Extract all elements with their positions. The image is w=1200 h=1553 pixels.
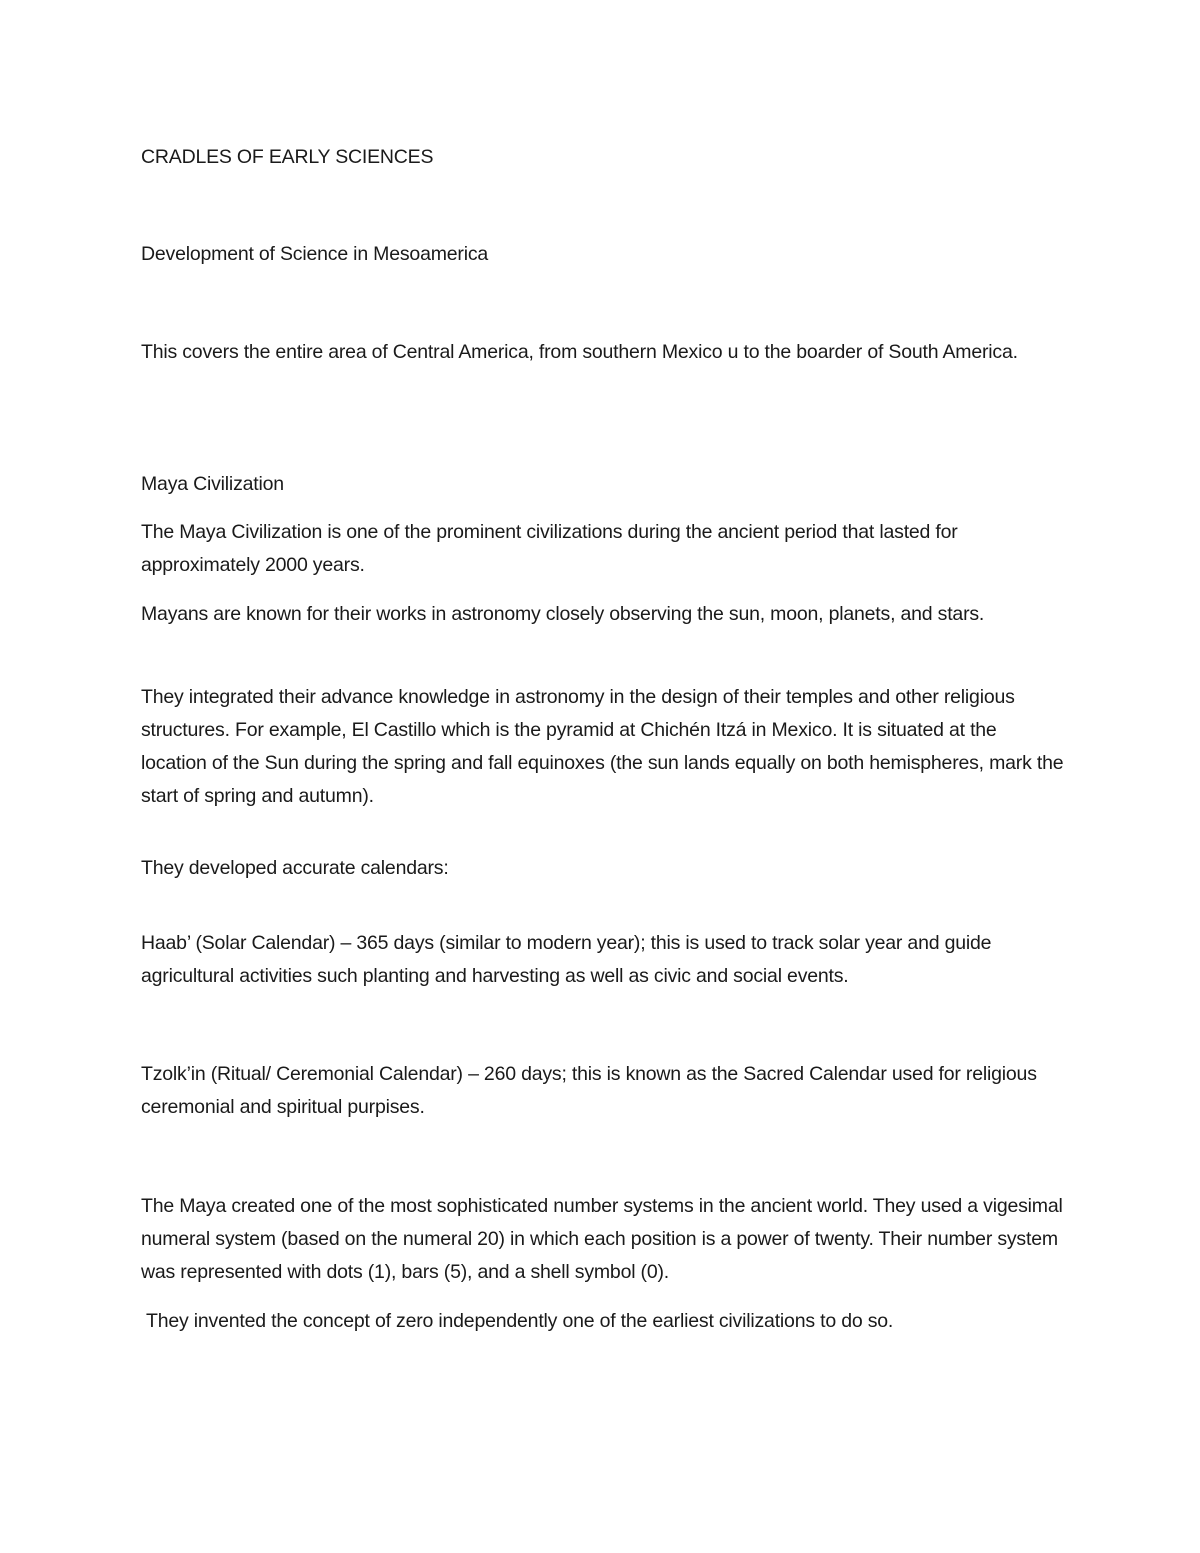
paragraph-maya-civilization: The Maya Civilization is one of the prominent civilizations during the ancient period that lasted for approximately 2000 years.: [141, 521, 958, 576]
paragraph-tzolkin: Tzolk’in (Ritual/ Ceremonial Calendar) – 260 days; this is known as the Sacred Calendar used for religious ceremonial and spiritual purpises.: [141, 1063, 1037, 1118]
intro-paragraph: This covers the entire area of Central America, from southern Mexico u to the boarder of South America.: [141, 341, 1018, 363]
paragraph-temples: They integrated their advance knowledge in astronomy in the design of their temples and other religious structures. For example, El Castillo which is the pyramid at Chichén Itzá in Mexico. It is situated at the location of the Sun during the spring and fall equinoxes (the sun lands equally on both hemispheres, mark the start of spring and autumn).: [141, 686, 1064, 807]
calendars-intro: They developed accurate calendars:: [141, 857, 449, 879]
paragraph-astronomy: Mayans are known for their works in astronomy closely observing the sun, moon, planets, and stars.: [141, 603, 985, 625]
paragraph-zero: They invented the concept of zero independently one of the earliest civilizations to do so.: [146, 1310, 894, 1332]
section-heading: Maya Civilization: [141, 473, 284, 495]
document-subtitle: Development of Science in Mesoamerica: [141, 243, 489, 265]
paragraph-number-system: The Maya created one of the most sophisticated number systems in the ancient world. They used a vigesimal numeral system (based on the numeral 20) in which each position is a power of twenty. Their number system was represented with dots (1), bars (5), and a shell symbol (0).: [141, 1195, 1063, 1283]
paragraph-haab: Haab’ (Solar Calendar) – 365 days (similar to modern year); this is used to track solar year and guide agricultural activities such planting and harvesting as well as civic and social events.: [141, 932, 992, 987]
document-title: CRADLES OF EARLY SCIENCES: [141, 146, 434, 168]
